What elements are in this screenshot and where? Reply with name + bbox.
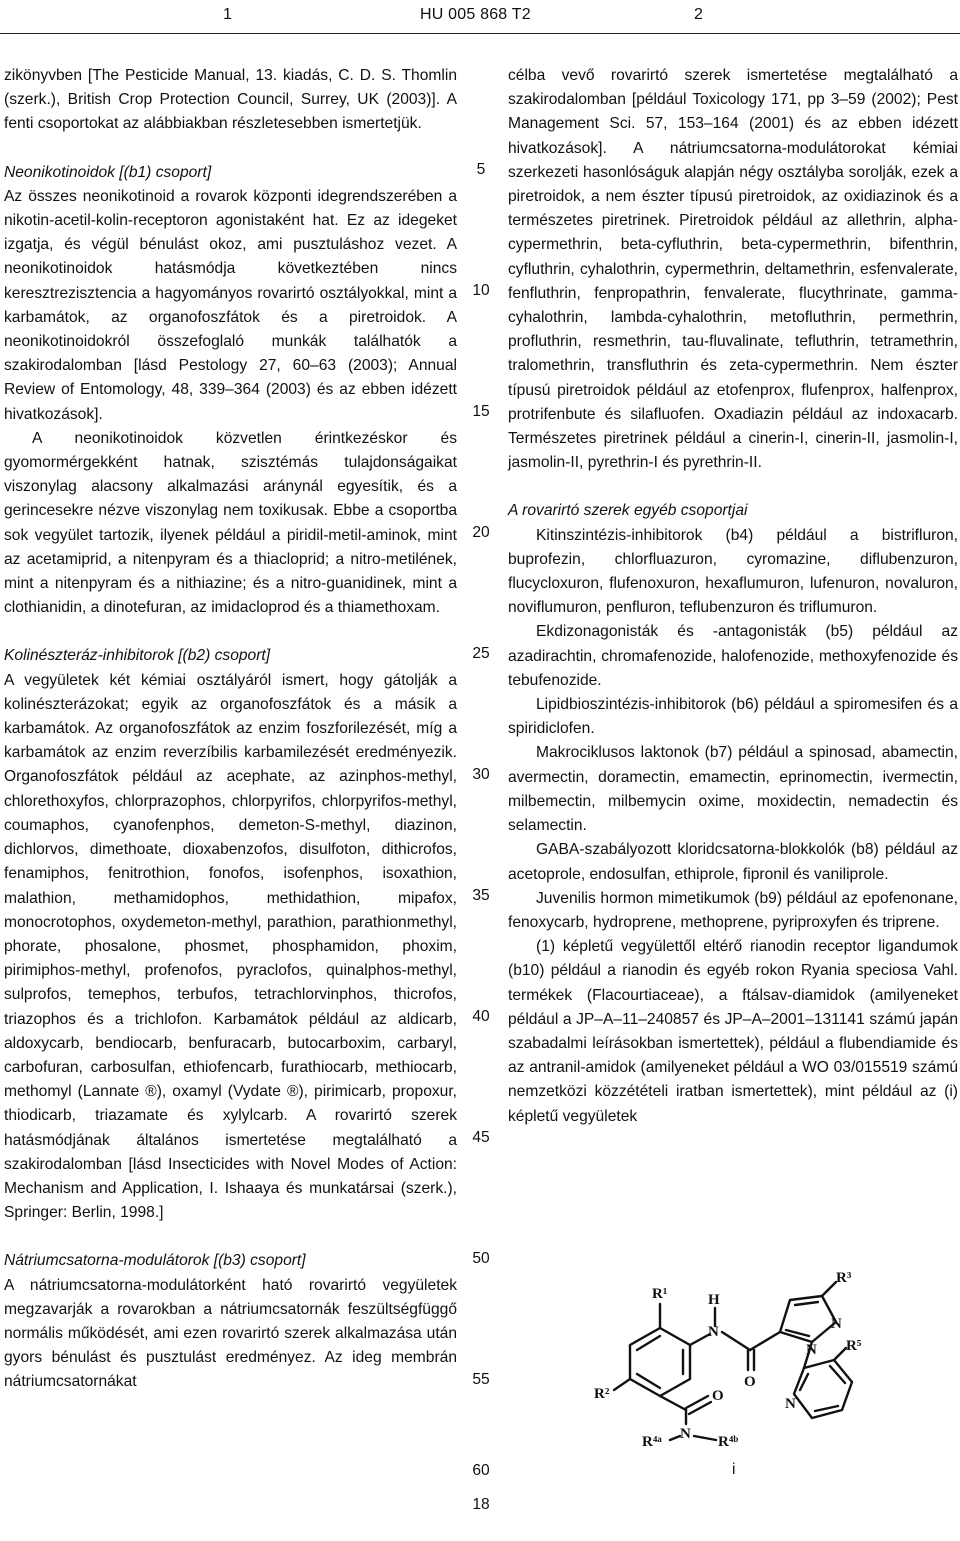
line-number: 10 [472, 282, 490, 299]
line-number: 30 [472, 766, 490, 783]
atom-label: N [708, 1324, 719, 1340]
line-number: 5 [476, 161, 486, 178]
paragraph: Makrociklusos laktonok (b7) például a spinosad, abamectin, avermectin, doramectin, emamectin, eprinomectin, ivermectin, milbemectin, milbemycin oxime, moxidectin, nemadectin és selamectin. [508, 744, 958, 835]
chemical-structure-figure [590, 1270, 890, 1448]
section-heading: A rovarirtó szerek egyéb csoportjai [508, 502, 748, 520]
benzene-ring [630, 1328, 690, 1396]
paragraph: A neonikotinoidok közvetlen érintkezéskor és gyomormérgekként hatnak, szisztémás tulajdonságaikat viszonylag alacsony alkalmazási aránynál egyesítik, és a gerincesekre nézve viszonylag nem toxikusak. Ebbe a csoportba sok vegyület tartozik, ilyenek például a piridil-metil-aminok, mint az acetamiprid, a nitenpyram és a thiacloprid; a nitro-metilének, mint a nitenpyram és a nithiazine; és a nitro-guanidinek, mint a clothianidin, a dinotefuran, az imidacloprod és a thiamethoxam. [4, 429, 457, 617]
paragraph: Kitinszintézis-inhibitorok (b4) például a bistrifluron, buprofezin, chlorfluazuron, cyromazine, diflubenzuron, flucycloxuron, flufenoxuron, hexaflumuron, lufenuron, novaluron, noviflumuron, penfluron, teflubenzuron és triflumuron. [508, 526, 958, 617]
header-right-page-number: 2 [694, 6, 704, 23]
line-number: 25 [472, 645, 490, 662]
figure-label: i [732, 1461, 736, 1478]
line-number: 55 [472, 1371, 490, 1388]
atom-label: R³ [836, 1270, 852, 1286]
atom-label: R¹ [652, 1286, 668, 1302]
section-heading: Neonikotinoidok [(b1) csoport] [4, 163, 212, 181]
header-document-id: HU 005 868 T2 [420, 6, 531, 23]
paragraph: zikönyvben [The Pesticide Manual, 13. kiadás, C. D. S. Thomlin (szerk.), British Crop Protection Council, Surrey, UK (2003)]. A fenti csoportokat az alábbiakban részletesebben ismertetjük. [4, 67, 457, 133]
paragraph: Az összes neonikotinoid a rovarok központi idegrendszerében a nikotin-acetil-kolin-receptoron agonistaként hat. Ez az idegeket izgatja, és végül bénulást okoz, ami pusztuláshoz vezet. A neonikotinoidok hatásmódja következtében nincs keresztrezisztencia a hagyományos rovarirtó osztályokkal, mint a karbamátok, az organofoszfátok és a piretroidok. A neonikotinoidokról összefoglaló munkák találhatók a szakirodalomban [lásd Pestology 27, 60–63 (2003); Annual Review of Entomology, 48, 339–364 (2003) és az ebben idézett hivatkozások]. [4, 187, 457, 423]
atom-label: N [785, 1396, 796, 1412]
atom-label: R⁵ [846, 1338, 862, 1354]
right-column [508, 64, 958, 1129]
line-number: 20 [472, 524, 490, 541]
atom-label: N [680, 1426, 691, 1442]
line-number: 60 [472, 1462, 490, 1479]
line-number: 15 [472, 403, 490, 420]
paragraph: Lipidbioszintézis-inhibitorok (b6) például a spiromesifen és a spiridiclofen. [508, 696, 958, 738]
atom-label: H [708, 1292, 720, 1308]
atom-label: O [712, 1388, 724, 1404]
paragraph: célba vevő rovarirtó szerek ismertetése megtalálható a szakirodalomban [például Toxicology 171, pp 3–59 (2002); Pest Management Sci. 57, 153–164 (2001) és az ebben idézett hivatkozások]. A nátriumcsatorna-modulátorokat kémiai szerkezeti hasonlóságuk alapján négy osztályba sorolják, ezek a piretroidok, a nem észter típusú piretroidok, az oxidiazinok és a természetes piretrinek. Piretroidok például az allethrin, alpha-cypermethrin, beta-cyfluthrin, beta-cypermethrin, bifenthrin, cyfluthrin, cyhalothrin, cypermethrin, deltamethrin, esfenvalerate, fenfluthrin, fenpropathrin, fenvalerate, flucythrinate, gamma-cyhalothrin, lambda-cyhalothrin, metofluthrin, permethrin, profluthrin, resmethrin, tau-fluvalinate, tefluthrin, tetramethrin, tralomethrin, transfluthrin és zeta-cypermethrin. Nem észter típusú piretroidok például az etofenprox, flufenprox, halfenprox, protrifenbute és silafluofen. Oxadiazin például az indoxacarb. Természetes piretrinek például a cinerin-I, cinerin-II, jasmolin-I, jasmolin-II, pyrethrin-I és pyrethrin-II. [508, 67, 958, 472]
header-rule [0, 33, 960, 34]
line-number: 45 [472, 1129, 490, 1146]
atom-label: N [831, 1316, 842, 1332]
paragraph: A nátriumcsatorna-modulátorként ható rovarirtó vegyületek megzavarják a rovarokban a nátriumcsatornák feszültségfüggő normális működését, ami ezen rovarirtó szerek alkalmazása után gyors bénulást és pusztulást eredményez. Az ideg membrán nátriumcsatornákat [4, 1276, 457, 1391]
atom-label: O [744, 1374, 756, 1390]
paragraph: (1) képletű vegyülettől eltérő rianodin receptor ligandumok (b10) például a rianodin és egyéb rokon Ryania speciosa Vahl. termékek (Flacourtiaceae), a ftálsav-diamidok (amilyeneket például a JP–A–11–240857 és JP–A–2001–131141 számú japán szabadalmi leírásokban ismertettek), például a flubendiamide és az antranil-amidok (amilyeneket például a WO 03/015519 számú nemzetközi közzétételi iratban ismertettek), mint például az (i) képletű vegyületek [508, 938, 958, 1125]
section-heading: Kolinészteráz-inhibitorok [(b2) csoport] [4, 647, 271, 665]
line-number: 40 [472, 1008, 490, 1025]
paragraph: Ekdizonagonisták és -antagonisták (b5) például az azadirachtin, chromafenozide, halofenozide, methoxyfenozide és tebufenozide. [508, 623, 958, 689]
line-number: 35 [472, 887, 490, 904]
atom-label: R⁴ᵃ [642, 1434, 662, 1448]
page-number: 18 [472, 1496, 490, 1513]
line-number: 50 [472, 1250, 490, 1267]
atom-label: R² [594, 1386, 610, 1402]
section-heading: Nátriumcsatorna-modulátorok [(b3) csoport] [4, 1252, 306, 1270]
atom-label: N [806, 1342, 817, 1358]
atom-label: R⁴ᵇ [718, 1434, 739, 1448]
paragraph: A vegyületek két kémiai osztályáról ismert, hogy gátolják a kolinészterázokat; egyik az organofoszfátok és a másik a karbamátok. Az organofoszfátok az enzim foszforilezését, míg a karbamátok az enzim reverzíbilis karbamilezését eredményezik. Organofoszfátok például az acephate, az azinphos-methyl, chlorethoxyfos, chlorprazophos, chlorpyrifos, chlorpyrifos-methyl, coumaphos, cyanofenphos, demeton-S-methyl, diazinon, dichlorvos, dimethoate, dioxabenzofos, disulfoton, dithicrofos, fenamiphos, fenitrothion, fonofos, isofenphos, isoxathion, malathion, methamidophos, methidathion, mipafox, monocrotophos, oxydemeton-methyl, parathion, parathionmethyl, phorate, phosalone, phosmet, phosphamidon, phoxim, pirimiphos-methyl, profenofos, pyraclofos, quinalphos-methyl, sulprofos, temephos, terbufos, tetrachlorvinphos, thicrofos, triazophos és a trichlofon. Karbamátok például az aldicarb, aldoxycarb, bendiocarb, benfuracarb, butocarboxim, carbaryl, carbofuran, carbosulfan, ethiofencarb, furathiocarb, methiocarb, methomyl (Lannate ®), oxamyl (Vydate ®), pirimicarb, propoxur, thiodicarb, triazamate és xylylcarb. A rovarirtó szerek hatásmódjának általános ismertetése megtalálható a szakirodalomban [lásd Insecticides with Novel Modes of Action: Mechanism and Application, I. Ishaaya és munkatársai (szerk.), Springer: Berlin, 1998.] [4, 671, 457, 1222]
paragraph: Juvenilis hormon mimetikumok (b9) például az epofenonane, fenoxycarb, hydroprene, methoprene, pyriproxyfen és triprene. [508, 889, 958, 931]
header-left-page-number: 1 [223, 6, 233, 23]
left-column [4, 64, 457, 1395]
paragraph: GABA-szabályozott kloridcsatorna-blokkolók (b8) például az acetoprole, endosulfan, ethiprole, fipronil és vaniliprole. [508, 841, 958, 883]
